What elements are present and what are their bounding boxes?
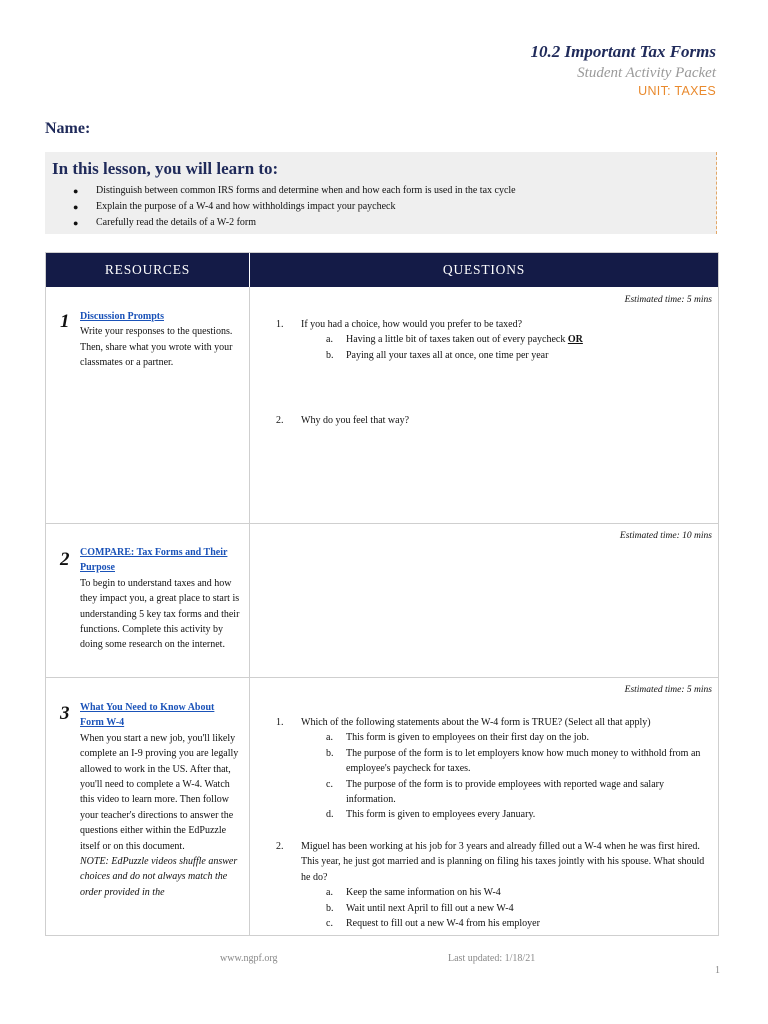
- objective-text: Distinguish between common IRS forms and determine when and how each form is used in the tax cycle: [96, 185, 516, 196]
- resource-cell: [80, 309, 240, 371]
- question-text: If you had a choice, how would you prefer to be taxed?: [301, 319, 523, 330]
- resource-description: When you start a new job, you'll likely complete an I-9 proving you are legally allowed to work in the US. After that, you'll need to complete a W-4. Watch this video to learn more. Then follow your teacher's directions to answer the questions either within the EdPuzzle itself or on this document.: [80, 732, 239, 852]
- question-number: 1.: [276, 717, 284, 728]
- option-letter: c.: [326, 778, 333, 790]
- option-letter: a.: [326, 334, 333, 346]
- list-item: [73, 215, 516, 231]
- option-letter: a.: [326, 732, 333, 744]
- resources-column-header: RESOURCES: [46, 253, 249, 287]
- option-text: Request to fill out a new W-4 from his employer: [346, 918, 540, 930]
- name-label: Name:: [45, 120, 91, 137]
- estimated-time: Estimated time: 5 mins: [624, 685, 712, 695]
- estimated-time: Estimated time: 5 mins: [624, 295, 712, 305]
- resource-description: To begin to understand taxes and how they impact you, a great place to start is understanding 5 key tax forms and their functions. Complete this activity by doing some research on the internet.: [80, 577, 240, 651]
- question-number: 1.: [276, 319, 284, 330]
- row-divider: [46, 523, 718, 524]
- question-text: Which of the following statements about the W-4 form is TRUE? (Select all that apply): [301, 717, 651, 728]
- bullet-icon: ●: [73, 218, 79, 228]
- objective-text: Carefully read the details of a W-2 form: [96, 217, 257, 228]
- answer-option: [301, 901, 716, 916]
- answer-option: [301, 916, 716, 931]
- option-text: Wait until next April to fill out a new W-4: [346, 902, 514, 914]
- option-text: Keep the same information on his W-4: [346, 887, 501, 899]
- list-item: [73, 199, 516, 215]
- questions-column-header: QUESTIONS: [250, 253, 718, 287]
- option-letter: d.: [326, 809, 334, 821]
- option-letter: b.: [326, 349, 334, 361]
- answer-option: [301, 885, 716, 900]
- w4-video-link[interactable]: What You Need to Know About Form W-4: [80, 702, 215, 729]
- section-number: 2: [60, 549, 70, 570]
- page-number: 1: [715, 965, 720, 976]
- answer-option: [301, 746, 716, 777]
- emphasis-or: OR: [567, 334, 583, 346]
- question-number: 2.: [276, 841, 284, 852]
- bullet-icon: ●: [73, 202, 79, 212]
- resource-cell: [80, 545, 240, 653]
- option-text: Paying all your taxes all at once, one time per year: [346, 349, 549, 361]
- learning-objectives-box: [45, 152, 717, 234]
- footer-last-updated: Last updated: 1/18/21: [448, 953, 536, 964]
- option-text: The purpose of the form is to let employers know how much money to withhold from an employee's paycheck for taxes.: [346, 747, 701, 775]
- resource-description: Write your responses to the questions. Then, share what you wrote with your classmates or a partner.: [80, 326, 233, 369]
- unit-label: UNIT: TAXES: [638, 84, 716, 98]
- option-letter: c.: [326, 918, 333, 930]
- compare-tax-forms-link[interactable]: COMPARE: Tax Forms and Their Purpose: [80, 547, 228, 574]
- footer-url[interactable]: www.ngpf.org: [220, 953, 278, 964]
- question-text: Why do you feel that way?: [301, 415, 410, 426]
- document-title: 10.2 Important Tax Forms: [530, 42, 716, 61]
- objective-text: Explain the purpose of a W-4 and how withholdings impact your paycheck: [96, 201, 396, 212]
- option-text: Having a little bit of taxes taken out of every paycheck: [346, 334, 568, 346]
- question-item: [276, 715, 716, 823]
- option-letter: a.: [326, 887, 333, 899]
- option-text: This form is given to employees every January.: [346, 809, 536, 821]
- option-text: This form is given to employees on their first day on the job.: [346, 732, 590, 744]
- answer-option: [301, 348, 716, 363]
- row-divider: [46, 677, 718, 678]
- question-text: Miguel has been working at his job for 3 years and already filled out a W-4 when he was first hired. This year, he just got married and is planning on filing his taxes jointly with his spouse. What should he do?: [301, 841, 705, 883]
- section-number: 1: [60, 311, 70, 332]
- question-item: [276, 317, 716, 363]
- option-letter: b.: [326, 902, 334, 914]
- learning-objectives-list: [73, 183, 516, 231]
- answer-option: [301, 332, 716, 347]
- bullet-icon: ●: [73, 186, 79, 196]
- document-subtitle: Student Activity Packet: [577, 65, 716, 81]
- question-item: [276, 413, 716, 428]
- question-number: 2.: [276, 415, 284, 426]
- section-number: 3: [60, 703, 70, 724]
- list-item: [73, 183, 516, 199]
- answer-option: [301, 777, 716, 808]
- option-letter: b.: [326, 747, 334, 759]
- estimated-time: Estimated time: 10 mins: [619, 531, 712, 541]
- option-text: The purpose of the form is to provide employees with reported wage and salary information.: [346, 778, 664, 806]
- resource-note: NOTE: EdPuzzle videos shuffle answer choices and do not always match the order provided in the: [80, 856, 238, 898]
- discussion-prompts-link[interactable]: Discussion Prompts: [80, 311, 164, 322]
- answer-option: [301, 730, 716, 745]
- question-item: [276, 839, 716, 931]
- answer-option: [301, 807, 716, 822]
- resource-cell: [80, 700, 240, 900]
- activity-table: [45, 252, 719, 936]
- learning-objectives-title: In this lesson, you will learn to:: [52, 159, 279, 178]
- column-divider: [249, 287, 250, 935]
